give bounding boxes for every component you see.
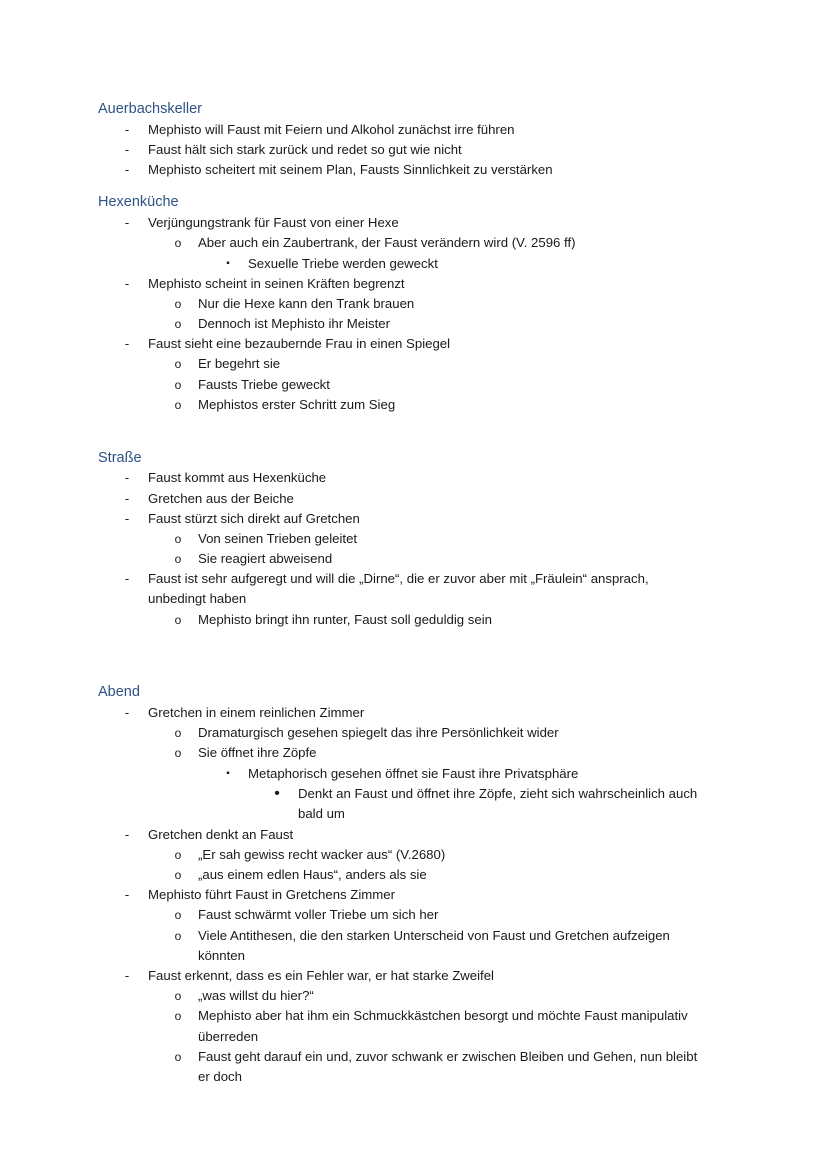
list-item-continuation: überreden <box>198 1029 259 1044</box>
circle-bullet: o <box>174 989 182 1003</box>
list-item: „aus einem edlen Haus“, anders als sie <box>198 867 427 882</box>
list-item: Sexuelle Triebe werden geweckt <box>248 256 438 271</box>
list-item: Faust schwärmt voller Triebe um sich her <box>198 907 439 922</box>
circle-bullet: o <box>174 746 182 760</box>
square-bullet: ▪ <box>226 258 230 269</box>
circle-bullet: o <box>174 1050 182 1064</box>
list-item: Von seinen Trieben geleitet <box>198 531 358 546</box>
circle-bullet: o <box>174 908 182 922</box>
list-item: Gretchen denkt an Faust <box>148 827 294 842</box>
list-item: Faust erkennt, dass es ein Fehler war, er hat starke Zweifel <box>148 968 494 983</box>
square-bullet: ▪ <box>226 768 230 779</box>
list-item-continuation: unbedingt haben <box>148 591 247 606</box>
section-heading-hexenkueche: Hexenküche <box>98 194 179 210</box>
list-item: Sie reagiert abweisend <box>198 551 333 566</box>
dash-bullet: - <box>124 887 130 902</box>
dash-bullet: - <box>124 142 130 157</box>
list-item: Nur die Hexe kann den Trank brauen <box>198 296 415 311</box>
list-item: Mephisto führt Faust in Gretchens Zimmer <box>148 887 395 902</box>
section-heading-auerbachskeller: Auerbachskeller <box>98 101 202 117</box>
circle-bullet: o <box>174 317 182 331</box>
list-item: „Er sah gewiss recht wacker aus“ (V.2680) <box>198 847 446 862</box>
list-item: Mephistos erster Schritt zum Sieg <box>198 397 396 412</box>
list-item-continuation: könnten <box>198 948 245 963</box>
list-item: Dennoch ist Mephisto ihr Meister <box>198 316 391 331</box>
list-item: Mephisto scheint in seinen Kräften begrenzt <box>148 276 405 291</box>
list-item: Viele Antithesen, die den starken Unterscheid von Faust und Gretchen aufzeigen <box>198 928 670 943</box>
list-item: Er begehrt sie <box>198 356 281 371</box>
circle-bullet: o <box>174 552 182 566</box>
list-item: Faust ist sehr aufgeregt und will die „Dirne“, die er zuvor aber mit „Fräulein“ ansprach, <box>148 571 649 586</box>
list-item: Verjüngungstrank für Faust von einer Hexe <box>148 215 399 230</box>
circle-bullet: o <box>174 378 182 392</box>
list-item: Mephisto bringt ihn runter, Faust soll geduldig sein <box>198 612 492 627</box>
dash-bullet: - <box>124 827 130 842</box>
dash-bullet: - <box>124 470 130 485</box>
circle-bullet: o <box>174 868 182 882</box>
dash-bullet: - <box>124 571 130 586</box>
list-item: Gretchen in einem reinlichen Zimmer <box>148 705 365 720</box>
dash-bullet: - <box>124 705 130 720</box>
list-item: Denkt an Faust und öffnet ihre Zöpfe, zieht sich wahrscheinlich auch <box>298 786 698 801</box>
list-item: Mephisto will Faust mit Feiern und Alkohol zunächst irre führen <box>148 122 515 137</box>
list-item: Faust hält sich stark zurück und redet so gut wie nicht <box>148 142 462 157</box>
dash-bullet: - <box>124 215 130 230</box>
circle-bullet: o <box>174 848 182 862</box>
circle-bullet: o <box>174 929 182 943</box>
list-item: Faust geht darauf ein und, zuvor schwank er zwischen Bleiben und Gehen, nun bleibt <box>198 1049 698 1064</box>
circle-bullet: o <box>174 236 182 250</box>
list-item: Dramaturgisch gesehen spiegelt das ihre Persönlichkeit wider <box>198 725 559 740</box>
list-item: Faust kommt aus Hexenküche <box>148 470 327 485</box>
list-item: Mephisto scheitert mit seinem Plan, Fausts Sinnlichkeit zu verstärken <box>148 162 553 177</box>
circle-bullet: o <box>174 357 182 371</box>
list-item-continuation: bald um <box>298 806 345 821</box>
circle-bullet: o <box>174 398 182 412</box>
list-item: Faust stürzt sich direkt auf Gretchen <box>148 511 360 526</box>
dash-bullet: - <box>124 162 130 177</box>
circle-bullet: o <box>174 726 182 740</box>
list-item: Sie öffnet ihre Zöpfe <box>198 745 317 760</box>
dash-bullet: - <box>124 968 130 983</box>
dash-bullet: - <box>124 491 130 506</box>
section-heading-abend: Abend <box>98 684 140 700</box>
list-item-continuation: er doch <box>198 1069 242 1084</box>
circle-bullet: o <box>174 532 182 546</box>
list-item: Gretchen aus der Beiche <box>148 491 294 506</box>
list-item: Aber auch ein Zaubertrank, der Faust verändern wird (V. 2596 ff) <box>198 235 576 250</box>
circle-bullet: o <box>174 297 182 311</box>
section-heading-strasse: Straße <box>98 450 142 466</box>
circle-bullet: o <box>174 613 182 627</box>
circle-bullet: o <box>174 1009 182 1023</box>
list-item: Mephisto aber hat ihm ein Schmuckkästchen besorgt und möchte Faust manipulativ <box>198 1008 688 1023</box>
dash-bullet: - <box>124 336 130 351</box>
list-item: Metaphorisch gesehen öffnet sie Faust ihre Privatsphäre <box>248 766 579 781</box>
dash-bullet: - <box>124 276 130 291</box>
list-item: Fausts Triebe geweckt <box>198 377 330 392</box>
dash-bullet: - <box>124 511 130 526</box>
dot-bullet: • <box>274 785 280 802</box>
list-item: Faust sieht eine bezaubernde Frau in einen Spiegel <box>148 336 451 351</box>
dash-bullet: - <box>124 122 130 137</box>
list-item: „was willst du hier?“ <box>198 988 314 1003</box>
